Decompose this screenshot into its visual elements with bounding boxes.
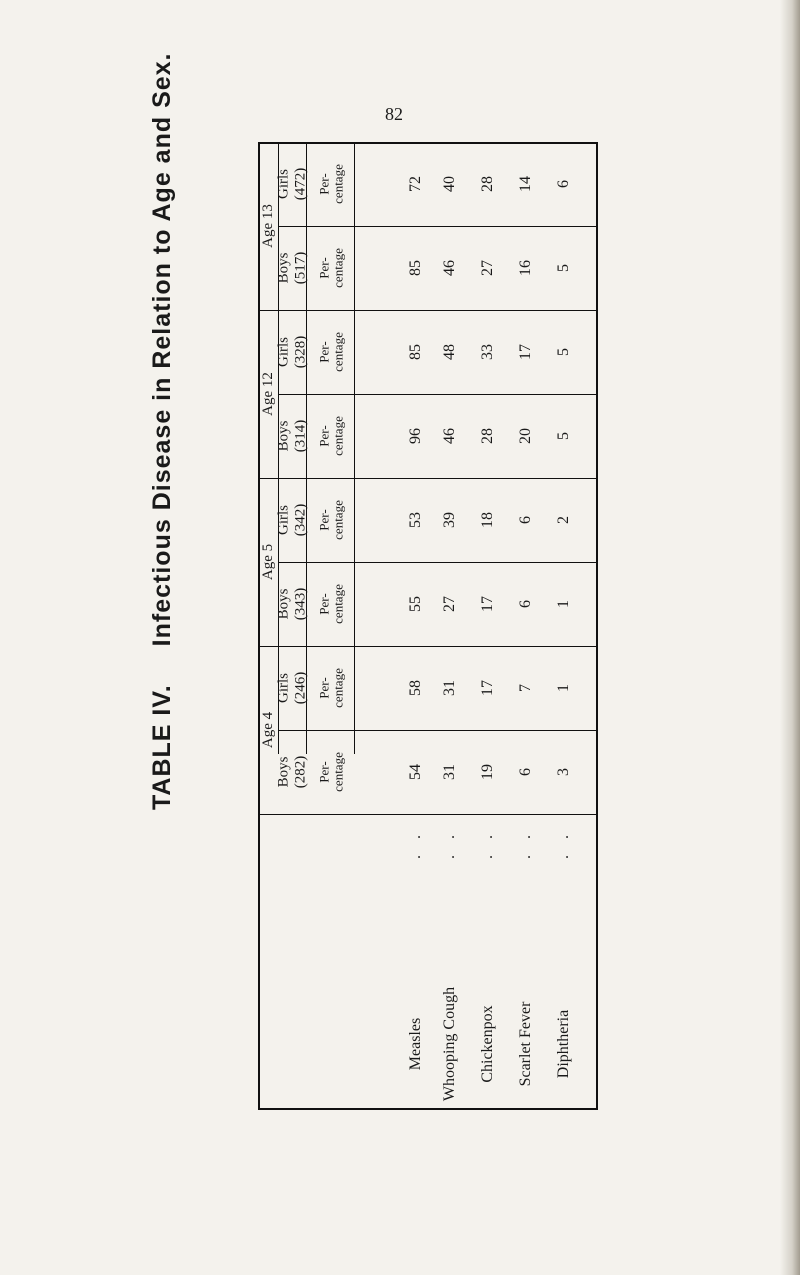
group-separator bbox=[258, 310, 598, 311]
value-cell: 28 bbox=[479, 176, 497, 192]
value-cell: 5 bbox=[555, 264, 573, 272]
value-cell: 96 bbox=[407, 428, 425, 444]
value-cell: 85 bbox=[407, 260, 425, 276]
percentage-label: Per- centage bbox=[316, 500, 346, 540]
value-cell: 58 bbox=[407, 680, 425, 696]
column-separator bbox=[278, 562, 598, 563]
sex-column-label: Girls (342) bbox=[275, 503, 308, 537]
column-separator bbox=[278, 730, 598, 731]
table-caption: Infectious Disease in Relation to Age and Sex. bbox=[148, 52, 176, 647]
disease-label: Whooping Cough bbox=[441, 986, 459, 1102]
age-group-label: Age 12 bbox=[259, 372, 276, 416]
value-cell: 6 bbox=[517, 516, 535, 524]
percentage-label: Per- centage bbox=[316, 164, 346, 204]
value-cell: 14 bbox=[517, 176, 535, 192]
group-separator bbox=[258, 646, 598, 647]
value-cell: 18 bbox=[479, 512, 497, 528]
sex-column-label: Girls (328) bbox=[275, 335, 308, 369]
value-cell: 6 bbox=[555, 180, 573, 188]
table bbox=[258, 142, 598, 1110]
value-cell: 16 bbox=[517, 260, 535, 276]
value-cell: 7 bbox=[517, 684, 535, 692]
page-edge-shadow bbox=[780, 0, 800, 1275]
percentage-label: Per- centage bbox=[316, 248, 346, 288]
table-title bbox=[148, 52, 184, 810]
row-leader-dots: . . bbox=[479, 829, 497, 859]
value-cell: 1 bbox=[555, 684, 573, 692]
sex-column-label: Girls (246) bbox=[275, 671, 308, 705]
value-cell: 31 bbox=[441, 680, 459, 696]
percentage-label: Per- centage bbox=[316, 416, 346, 456]
value-cell: 39 bbox=[441, 512, 459, 528]
value-cell: 28 bbox=[479, 428, 497, 444]
row-leader-dots: . . bbox=[517, 829, 535, 859]
sex-column-label: Boys (282) bbox=[275, 755, 308, 789]
value-cell: 27 bbox=[479, 260, 497, 276]
value-cell: 27 bbox=[441, 596, 459, 612]
value-cell: 5 bbox=[555, 348, 573, 356]
value-cell: 17 bbox=[517, 344, 535, 360]
disease-label: Scarlet Fever bbox=[517, 1001, 535, 1087]
value-cell: 33 bbox=[479, 344, 497, 360]
value-cell: 55 bbox=[407, 596, 425, 612]
table-label: TABLE IV. bbox=[148, 684, 176, 810]
percentage-label: Per- centage bbox=[316, 752, 346, 792]
sex-column-label: Girls (472) bbox=[275, 167, 308, 201]
value-cell: 6 bbox=[517, 768, 535, 776]
value-cell: 1 bbox=[555, 600, 573, 608]
disease-label: Diphtheria bbox=[555, 1009, 573, 1079]
value-cell: 17 bbox=[479, 596, 497, 612]
value-cell: 3 bbox=[555, 768, 573, 776]
value-cell: 2 bbox=[555, 516, 573, 524]
disease-label: Chickenpox bbox=[479, 1005, 497, 1083]
value-cell: 17 bbox=[479, 680, 497, 696]
value-cell: 40 bbox=[441, 176, 459, 192]
age-group-label: Age 5 bbox=[259, 543, 276, 581]
value-cell: 6 bbox=[517, 600, 535, 608]
percentage-label: Per- centage bbox=[316, 668, 346, 708]
value-cell: 5 bbox=[555, 432, 573, 440]
column-separator bbox=[278, 394, 598, 395]
page-number: 82 bbox=[385, 104, 403, 124]
value-cell: 31 bbox=[441, 764, 459, 780]
value-cell: 48 bbox=[441, 344, 459, 360]
value-cell: 85 bbox=[407, 344, 425, 360]
sex-column-label: Boys (517) bbox=[275, 251, 308, 285]
table-border-left bbox=[258, 142, 260, 1110]
value-cell: 46 bbox=[441, 260, 459, 276]
sex-column-label: Boys (343) bbox=[275, 587, 308, 621]
value-cell: 20 bbox=[517, 428, 535, 444]
sex-column-label: Boys (314) bbox=[275, 419, 308, 453]
table-border-right bbox=[596, 142, 598, 1110]
row-leader-dots: . . bbox=[555, 829, 573, 859]
age-group-label: Age 13 bbox=[259, 204, 276, 248]
disease-label: Measles bbox=[407, 1017, 425, 1071]
table-border-bottom bbox=[258, 1108, 598, 1110]
percentage-label: Per- centage bbox=[316, 332, 346, 372]
row-leader-dots: . . bbox=[407, 829, 425, 859]
value-cell: 54 bbox=[407, 764, 425, 780]
percentage-label: Per- centage bbox=[316, 584, 346, 624]
value-cell: 19 bbox=[479, 764, 497, 780]
age-group-label: Age 4 bbox=[259, 711, 276, 749]
column-separator bbox=[278, 226, 598, 227]
row-leader-dots: . . bbox=[441, 829, 459, 859]
value-cell: 46 bbox=[441, 428, 459, 444]
value-cell: 53 bbox=[407, 512, 425, 528]
table-border-top bbox=[258, 142, 598, 144]
header-value-separator bbox=[354, 142, 355, 754]
value-cell: 72 bbox=[407, 176, 425, 192]
group-separator bbox=[258, 814, 598, 815]
group-separator bbox=[258, 478, 598, 479]
